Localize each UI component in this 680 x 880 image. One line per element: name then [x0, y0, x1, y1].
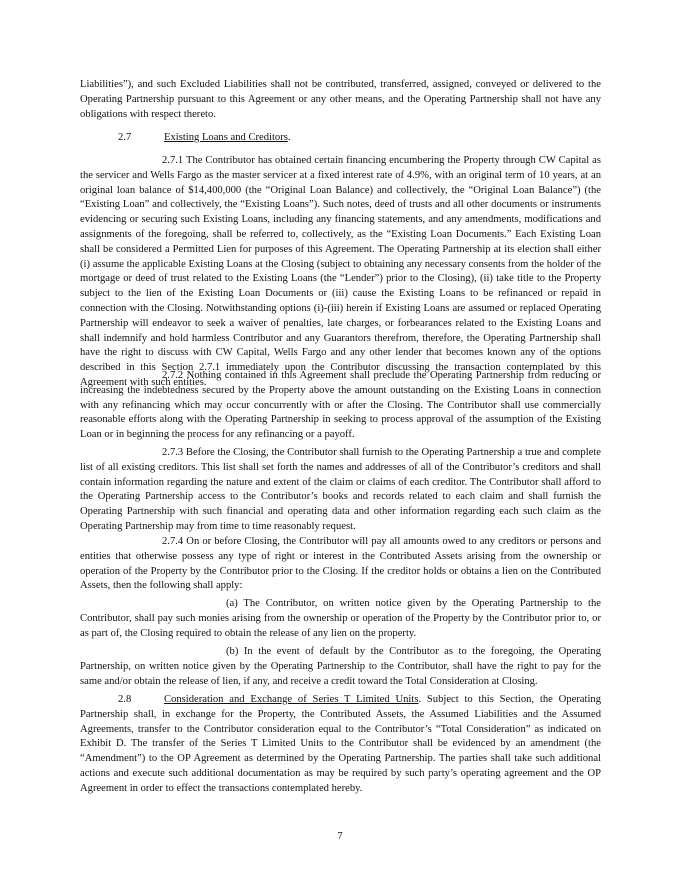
paragraph-2-7-1: 2.7.1 The Contributor has obtained certain financing encumbering the Property through CW Capital as the servicer and Wells Fargo as the master servicer at a fixed interest rate of 4.9%, with an original term of 10 years, at an original loan balance of $14,400,000 (the “Original Loan Balance) and collectively, the “Original Loan Balance”) (the “Existing Loan” and collectively, the “Existing Loans”). Such notes, deed of trusts and all other documents or instruments evidencing or securing such Existing Loans, including any financing statements, and any amendments, modifications and assignments of the foregoing, shall be referred to, collectively, as the “Existing Loan Documents.” Each Existing Loan shall be considered a Permitted Lien for purposes of this Agreement. The Operating Partnership at its election shall either (i) assume the applicable Existing Loans at the Closing (subject to obtaining any necessary consents from the holder of the mortgage or deed of trust related to the Existing Loans (the “Lender”) prior to the Closing), (ii) take title to the Property subject to the lien of the Existing Loan Documents or (iii) cause the Existing Loans to be refinanced or repaid in connection with the Closing. Notwithstanding options (i)-(iii) herein if Existing Loans are assumed or replaced Operating Partnership will endeavor to seek a waiver of penalties, late charges, or forbearances related to the Existing Loans and shall indemnify and hold harmless Contributor and any Guarantors therefrom, therefore, the Operating Partnership shall have the right to discuss with CW Capital, Wells Fargo and any other lender that becomes known any of the options described in this Section 2.7.1 immediately upon the Contributor discussing the transaction contemplated by this Agreement with such entities. — [80, 155, 601, 388]
continuation-paragraph: Liabilities”), and such Excluded Liabilities shall not be contributed, transferred, assigned, conveyed or delivered to the Operating Partnership pursuant to this Agreement or any other means, and the Operating Partnership shall not have any obligations with respect thereto. — [80, 79, 601, 120]
section-title-period: . — [287, 132, 291, 143]
section-title: Existing Loans and Creditors — [164, 132, 288, 143]
paragraph-2-7-3: 2.7.3 Before the Closing, the Contributor shall furnish to the Operating Partnership a true and complete list of all existing creditors. This list shall set forth the names and addresses of all of the Contributor’s creditors and shall contain information regarding the nature and extent of the claim or claims of each creditor. The Contributor shall afford to the Operating Partnership access to the Contributor’s books and records related to each claim and shall furnish the Operating Partnership with such financial and operating data and other information regarding each such claim as the Operating Partnership may from time to time reasonably request. — [80, 447, 601, 532]
section-2-8-paragraph — [80, 693, 601, 797]
paragraph-2-7-2: 2.7.2 Nothing contained in this Agreement shall preclude the Operating Partnership from reducing or increasing the indebtedness secured by the Property above the amount outstanding on the Existing Loans in connection with any refinancing which may occur concurrently with or after the Closing. The Contributor shall use commercially reasonable efforts along with the Operating Partnership in seeking to process approval of the assumption of the Existing Loan or in beginning the process for any refinancing or a payoff. — [80, 370, 601, 441]
section-number: 2.7 — [118, 132, 132, 143]
section-number: 2.8 — [118, 694, 132, 705]
paragraph-a: (a) The Contributor, on written notice given by the Operating Partnership to the Contributor, shall pay such monies arising from the ownership or operation of the Property by the Contributor prior to, or as part of, the Closing required to obtain the release of any lien on the property. — [80, 598, 601, 639]
section-body: . Subject to this Section, the Operating Partnership shall, in exchange for the Property, the Contributed Assets, the Assumed Liabilities and the Assumed Agreements, transfer to the Contributor consideration equal to the Contributor’s “Total Consideration” as indicated on Exhibit D. The transfer of the Series T Limited Units to the Contributor shall be evidenced by an amendment (the “Amendment”) to the OP Agreement as determined by the Operating Partnership. The parties shall take such additional actions and execute such additional documentation as may be required by such party’s operating agreement and the OP Agreement in order to effect the transactions contemplated hereby. — [80, 694, 601, 794]
page-number: 7 — [337, 831, 343, 842]
section-title: Consideration and Exchange of Series T Limited Units — [164, 694, 419, 705]
section-2-7-heading — [80, 131, 601, 146]
paragraph-b: (b) In the event of default by the Contributor as to the foregoing, the Operating Partnership, on written notice given by the Operating Partnership to the Contributor, shall have the right to pay for the same and/or obtain the release of lien, if any, and receive a credit toward the Total Consideration at Closing. — [80, 646, 601, 687]
paragraph-2-7-4: 2.7.4 On or before Closing, the Contributor will pay all amounts owed to any creditors or persons and entities that otherwise possess any type of right or interest in the Contributed Assets arising from the ownership or operation of the Property by the Contributor prior to the Closing. If the creditor holds or obtains a lien on the Contributed Assets, then the following shall apply: — [80, 536, 601, 592]
